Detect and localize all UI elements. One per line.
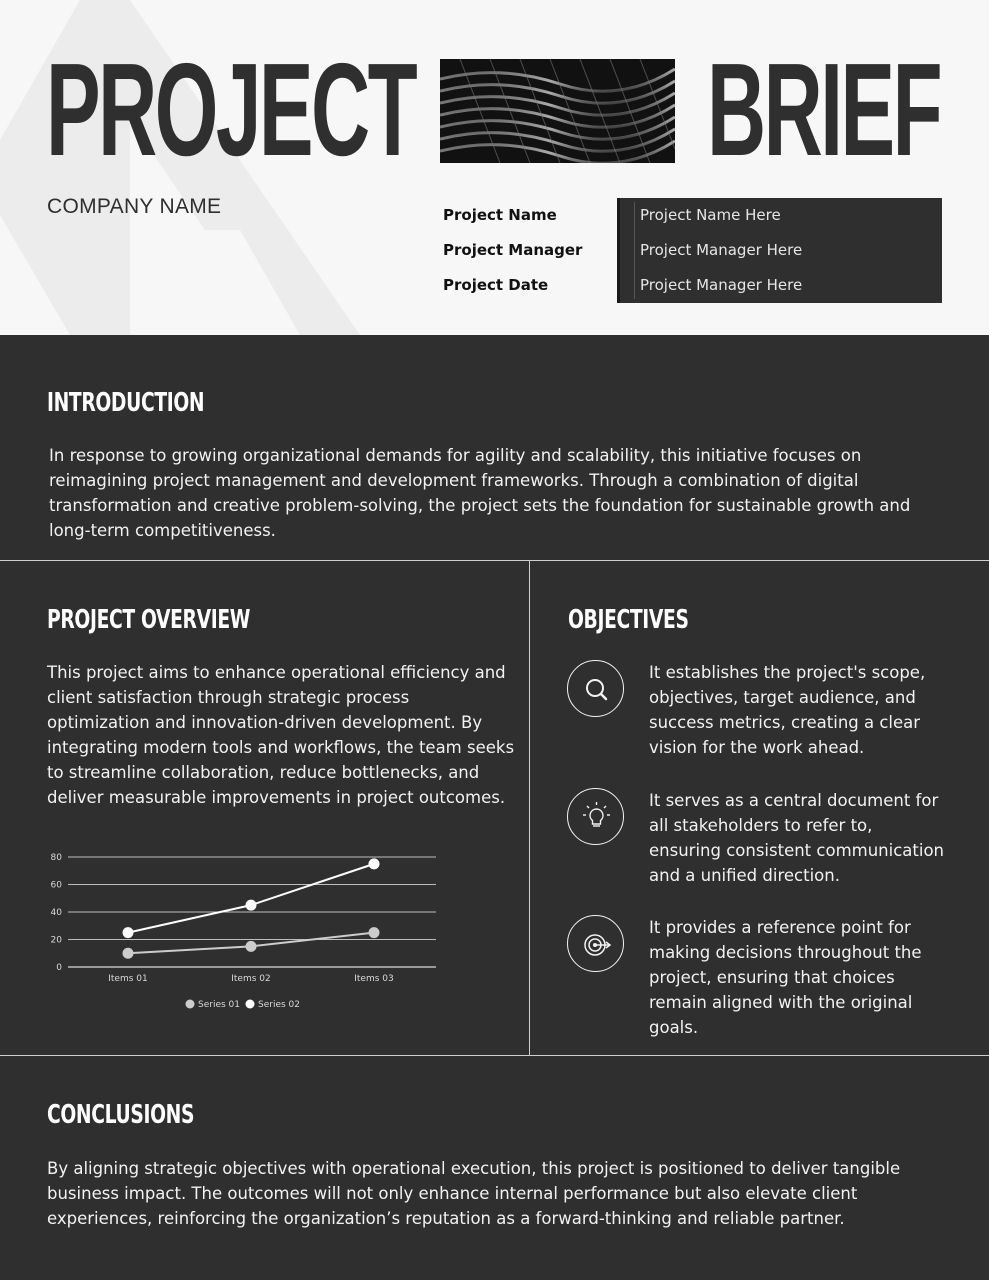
title-project: PROJECT — [46, 36, 416, 183]
project-name-value: Project Name Here — [640, 206, 781, 224]
header — [0, 0, 989, 335]
info-labels — [443, 198, 613, 303]
overview-title: PROJECT OVERVIEW — [47, 605, 251, 635]
objective-text-2: It serves as a central document for all stakeholders to refer to, ensuring consistent communication and a unified direction. — [649, 791, 945, 885]
series-line-2 — [128, 864, 374, 933]
data-point — [246, 941, 257, 952]
data-point — [369, 927, 380, 938]
divider-bottom — [0, 1055, 989, 1056]
x-tick-label: Items 01 — [108, 974, 148, 984]
legend-label: Series 02 — [258, 1000, 300, 1010]
project-name-label: Project Name — [443, 206, 557, 224]
x-tick-label: Items 02 — [231, 974, 271, 984]
objective-text-1: It establishes the project's scope, objectives, target audience, and success metrics, creating a clear vision for the work ahead. — [649, 663, 926, 757]
data-point — [369, 858, 380, 869]
introduction-title: INTRODUCTION — [47, 388, 205, 418]
hero-image — [440, 59, 675, 163]
company-name: COMPANY NAME — [47, 195, 222, 218]
data-point — [246, 900, 257, 911]
y-tick-label: 80 — [50, 853, 62, 863]
info-values-box — [617, 198, 942, 303]
title-brief: BRIEF — [707, 36, 941, 183]
legend-label: Series 01 — [198, 1000, 240, 1010]
x-tick-label: Items 03 — [354, 974, 394, 984]
project-manager-value: Project Manager Here — [640, 241, 803, 259]
lightbulb-icon — [567, 788, 624, 845]
legend-marker — [186, 1000, 195, 1009]
objective-text-3: It provides a reference point for making decisions throughout the project, ensuring that choices remain aligned with the original goals. — [649, 918, 922, 1037]
project-date-label: Project Date — [443, 276, 549, 294]
introduction-text: In response to growing organizational demands for agility and scalability, this initiative focuses on reimagining project management and development frameworks. Through a combination of digital transformation and creative problem-solving, the project sets the foundation for sustainable growth and long-term competitiveness. — [49, 446, 911, 540]
target-icon — [567, 915, 624, 972]
divider-vertical — [529, 561, 530, 1056]
search-icon — [567, 660, 624, 717]
y-tick-label: 40 — [50, 908, 62, 918]
project-manager-label: Project Manager — [443, 241, 583, 259]
conclusions-text: By aligning strategic objectives with operational execution, this project is positioned to deliver tangible business impact. The outcomes will not only enhance internal performance but also elevate client experiences, reinforcing the organization’s reputation as a forward-thinking and reliable partner. — [47, 1159, 901, 1228]
y-tick-label: 0 — [56, 963, 62, 973]
legend-marker — [246, 1000, 255, 1009]
data-point — [123, 927, 134, 938]
y-tick-label: 60 — [50, 880, 62, 891]
line-chart — [40, 845, 450, 1020]
divider-top — [0, 560, 989, 561]
data-point — [123, 948, 134, 959]
objectives-title: OBJECTIVES — [568, 605, 689, 635]
conclusions-title: CONCLUSIONS — [47, 1100, 195, 1130]
y-tick-label: 20 — [50, 935, 62, 946]
project-date-value: Project Manager Here — [640, 276, 803, 294]
overview-text: This project aims to enhance operational efficiency and client satisfaction through strategic process optimization and innovation-driven development. By integrating modern tools and workflows, the team seeks to streamline collaboration, reduce bottlenecks, and deliver measurable improvements in project outcomes. — [47, 663, 515, 807]
